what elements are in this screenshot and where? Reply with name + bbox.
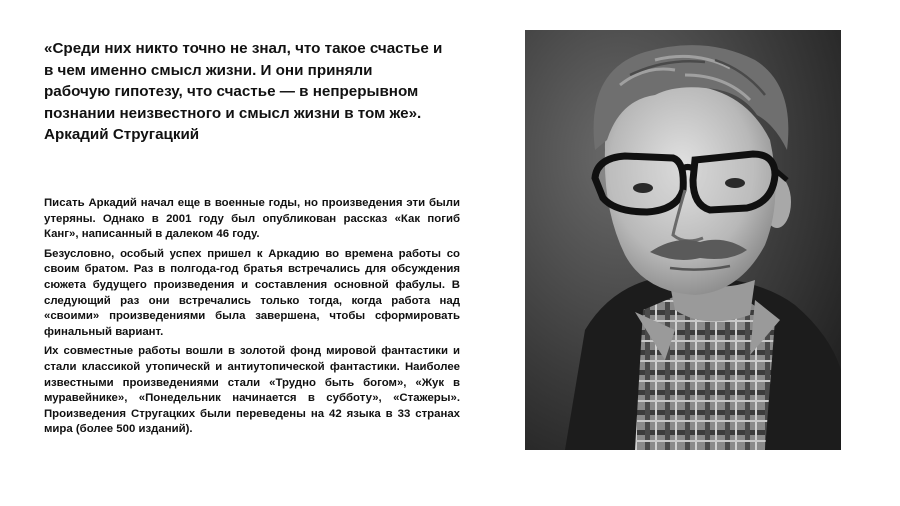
quote-line: «Среди них никто точно не знал, что такое счастье и bbox=[44, 40, 443, 57]
paragraph-2: Безусловно, особый успех пришел к Аркадию во времена работы со своим братом. Раз в полгода-год братья встречались для обсуждения сюжета будущего произведения и составления основной фабулы. В следующий раз они встречались только тогда, когда работа над «своими» произведениями была завершена, чтобы сформировать финальный вариант. bbox=[44, 247, 460, 338]
paragraph-3: Их совместные работы вошли в золотой фонд мировой фантастики и стали классикой утопическй и антиутопической фантастики. Наиболее известными произведениями стали «Трудно быть богом», «Жук в муравейнике», «Понедельник начинается в субботу», «Стажеры». Произведения Стругацких были переведены на 42 языка в 33 странах мира (более 500 изданий). bbox=[44, 345, 460, 436]
quote-line: рабочую гипотезу, что счастье — в непрерывном bbox=[44, 83, 419, 100]
paragraph-1: Писать Аркадий начал еще в военные годы, но произведения эти были утеряны. Однако в 2001 году был опубликован рассказ «Как погиб Канг», написанный в далеком 46 году. bbox=[44, 197, 460, 241]
quote-block bbox=[44, 38, 464, 146]
quote-author: Аркадий Стругацкий bbox=[44, 126, 200, 143]
biography-text bbox=[44, 196, 460, 442]
quote-line: познании неизвестного и смысл жизни в том же». bbox=[44, 104, 422, 122]
quote-line: в чем именно смысл жизни. И они приняли bbox=[44, 61, 373, 79]
author-portrait-photo bbox=[525, 30, 841, 450]
portrait-illustration bbox=[525, 30, 841, 450]
